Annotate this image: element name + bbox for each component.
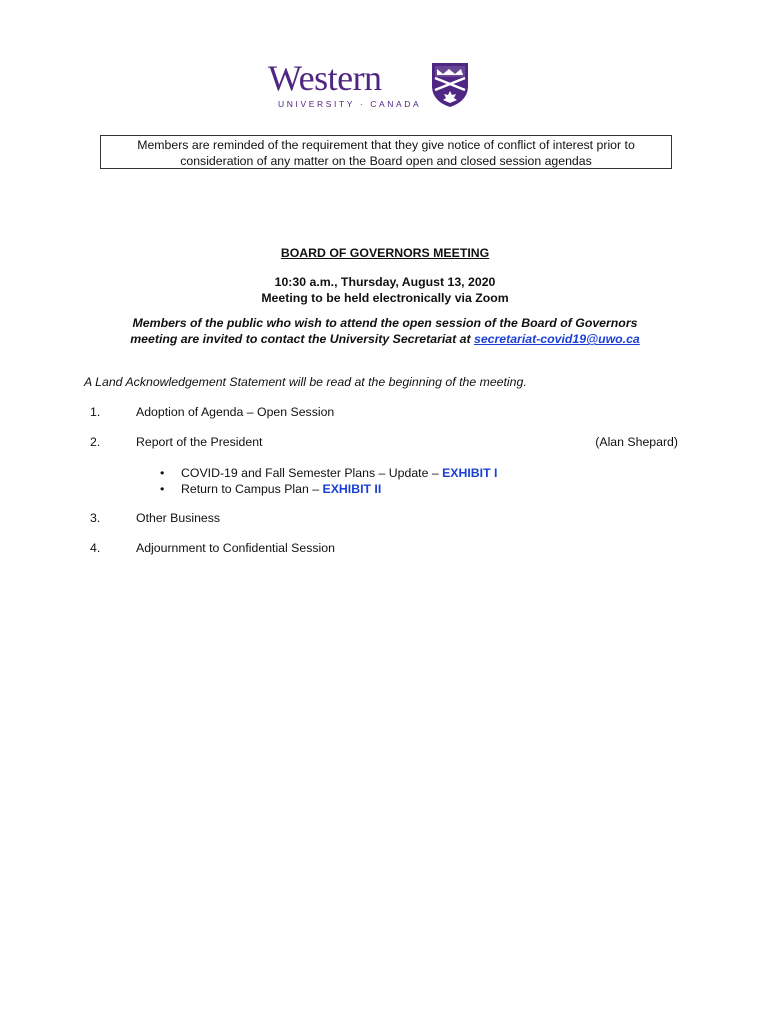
conflict-of-interest-notice <box>100 135 672 169</box>
agenda-item-text: Other Business <box>136 511 221 525</box>
agenda-item-text: Adjournment to Confidential Session <box>136 541 335 555</box>
agenda-item-number: 3. <box>90 511 101 525</box>
notice-line-2: consideration of any matter on the Board open and closed session agendas <box>180 153 592 168</box>
agenda-item-text: Report of the President <box>136 435 263 449</box>
exhibit-link[interactable]: EXHIBIT I <box>442 466 498 480</box>
western-logo <box>266 58 476 114</box>
public-note-prefix: meeting are invited to contact the University Secretariat at <box>130 332 474 346</box>
meeting-time: 10:30 a.m., Thursday, August 13, 2020 <box>274 275 496 289</box>
agenda-item-2 <box>90 435 682 451</box>
agenda-item-3 <box>90 511 682 527</box>
public-note-line-1: Members of the public who wish to attend the open session of the Board of Governors <box>132 316 638 330</box>
land-acknowledgement: A Land Acknowledgement Statement will be read at the beginning of the meeting. <box>84 375 527 389</box>
meeting-title: BOARD OF GOVERNORS MEETING <box>280 246 490 260</box>
list-item-text: COVID-19 and Fall Semester Plans – Update – <box>181 466 443 480</box>
agenda-item-presenter: (Alan Shepard) <box>595 435 678 449</box>
agenda-item-text: Adoption of Agenda – Open Session <box>136 405 335 419</box>
logo-wordmark: Western <box>268 58 382 98</box>
list-item-text: Return to Campus Plan – <box>181 482 323 496</box>
exhibit-link[interactable]: EXHIBIT II <box>322 482 382 496</box>
public-attendance-note <box>0 315 770 347</box>
agenda-item-4 <box>90 541 682 557</box>
agenda-item-1 <box>90 405 682 421</box>
university-crest-icon <box>429 60 471 108</box>
logo-subtitle: UNIVERSITY · CANADA <box>278 99 422 109</box>
notice-line-1: Members are reminded of the requirement that they give notice of conflict of interest prior to <box>137 138 635 152</box>
secretariat-email-link[interactable]: secretariat-covid19@uwo.ca <box>473 332 640 346</box>
agenda-item-number: 4. <box>90 541 101 555</box>
agenda-item-number: 2. <box>90 435 101 449</box>
bullet-icon: • <box>160 482 165 496</box>
agenda-item-number: 1. <box>90 405 101 419</box>
meeting-venue: Meeting to be held electronically via Zoom <box>261 291 509 305</box>
public-note-line-2 <box>0 331 770 347</box>
bullet-icon: • <box>160 466 165 480</box>
